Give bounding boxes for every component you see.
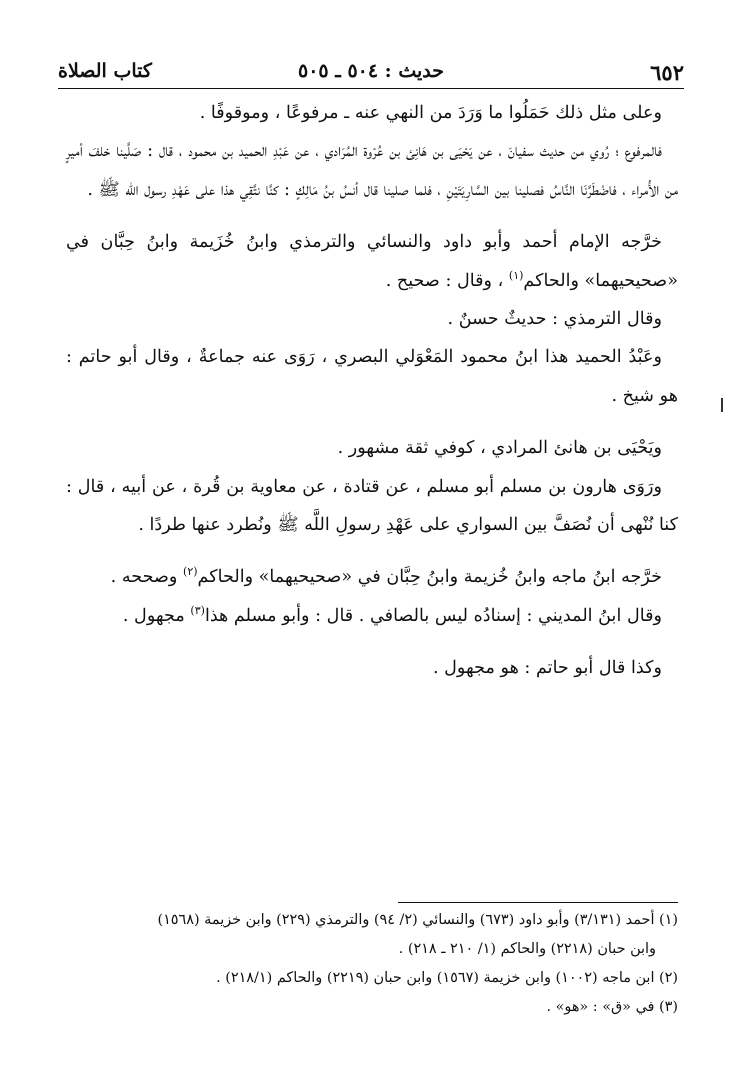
footnote-rule	[398, 902, 678, 903]
footnote-2: (٢) ابن ماجه (١٠٠٢) وابن خزيمة (١٥٦٧) وابن حبان (٢٢١٩) والحاكم (٢١٨/١) .	[216, 970, 678, 986]
footnote-ref-2: (٢)	[183, 565, 198, 579]
paragraph-5: وعَبْدُ الحميد هذا ابنُ محمود المَعْوَلي البصري ، رَوَى عنه جماعةٌ ، وقال أبو حاتم : هو شيخ .	[66, 347, 678, 406]
footnote-1-continued: وابن حبان (٢٢١٨) والحاكم (١/ ٢١٠ ـ ٢١٨) .	[398, 941, 656, 957]
paragraph-7: ورَوَى هارون بن مسلم أبو مسلم ، عن قتادة ، عن معاوية بن قُرة ، عن أبيه ، قال : كنا نُنْهى أن نُصَفَّ بين السواري على عَهْدِ رسولِ اللَّه ﷺ ونُطرد عنها طردًا .	[66, 476, 678, 536]
main-text	[66, 94, 678, 688]
paragraph-8	[66, 558, 678, 596]
paragraph-6: ويَحْيَى بن هانئ المرادي ، كوفي ثقة مشهور .	[337, 438, 662, 459]
book-title: كتاب الصلاة	[58, 60, 152, 82]
margin-mark	[721, 398, 723, 412]
paragraph-1: وعلى مثل ذلك حَمَلُوا ما وَرَدَ من النهي عنه ـ مرفوعًا ، وموقوفًا .	[199, 103, 662, 123]
paragraph-2: فالمرفوع ؛ رُوي من حديث سفيانَ ، عن يَحْيَى بن هَانِئ بن عُرْوة المُرَادي ، عن عَبْدِ الحميد بن محمود ، قال : صَلَّينا خلفَ أميرٍ من الأُمراء ، فاضْطَرَّنَا النَّاسُ فصلينا بين السَّارِيَتَيْنِ ، فلما صلينا قال أنسُ بنُ مَالِكٍ : كنَّا نتَّقِي هذا على عَهْدِ رسول الله ﷺ .	[66, 141, 678, 200]
running-header	[58, 52, 684, 88]
paragraph-3-text: خرَّجه الإمام أحمد وأبو داود والنسائي والترمذي وابنُ خُزَيمة وابنُ حِبَّان في «صحيحيهما» والحاكم	[66, 232, 678, 291]
hadith-range: حديث : ٥٠٤ ـ ٥٠٥	[298, 60, 444, 82]
paragraph-4: وقال الترمذي : حديثٌ حسنٌ .	[447, 309, 662, 330]
paragraph-8-text: خرَّجه ابنُ ماجه وابنُ خُزيمة وابنُ حِبَّان في «صحيحيهما» والحاكم	[197, 567, 662, 588]
paragraph-3	[66, 223, 678, 300]
page-number: ٦٥٢	[650, 60, 684, 85]
footnote-ref-3: (٣)	[190, 604, 205, 618]
header-rule	[58, 88, 684, 89]
footnote-ref-1: (١)	[508, 268, 524, 282]
footnotes	[60, 906, 678, 1022]
footnote-1: (١) أحمد (٣/١٣١) وأبو داود (٦٧٣) والنسائي (٢/ ٩٤) والترمذي (٢٢٩) وابن خزيمة (١٥٦٨)	[157, 912, 678, 928]
paragraph-10: وكذا قال أبو حاتم : هو مجهول .	[432, 658, 662, 679]
paragraph-3-tail: ، وقال : صحيح .	[385, 270, 504, 291]
paragraph-9-text: وقال ابنُ المديني : إسنادُه ليس بالصافي . قال : وأبو مسلم هذا	[204, 605, 662, 626]
paragraph-9	[66, 597, 678, 635]
paragraph-9-tail: مجهول .	[122, 605, 185, 626]
paragraph-8-tail: وصححه .	[110, 567, 178, 588]
footnote-3: (٣) في «ق» : «هو» .	[546, 999, 678, 1015]
